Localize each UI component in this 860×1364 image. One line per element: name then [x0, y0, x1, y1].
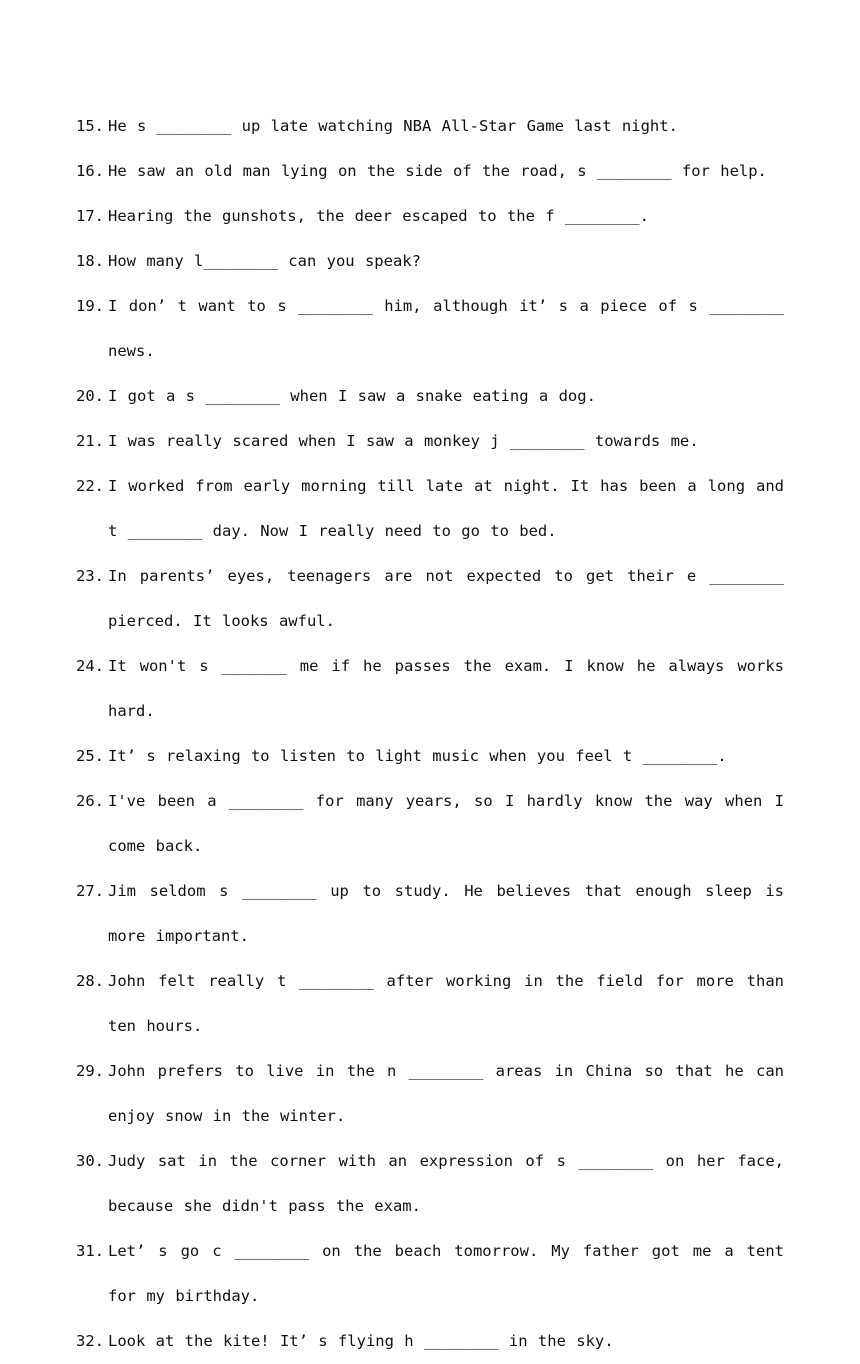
question-item-15: [76, 104, 784, 149]
question-item-31: [76, 1229, 784, 1319]
question-number: 15.: [76, 117, 104, 135]
question-number: 21.: [76, 432, 104, 450]
question-number: 30.: [76, 1152, 104, 1170]
question-item-26: [76, 779, 784, 869]
question-text: Judy sat in the corner with an expression of s ________ on her face, because she didn't pass the exam.: [108, 1152, 784, 1215]
question-text: Hearing the gunshots, the deer escaped to the f ________.: [108, 207, 649, 225]
question-list: [76, 104, 784, 1364]
question-item-23: [76, 554, 784, 644]
question-item-19: [76, 284, 784, 374]
question-item-25: [76, 734, 784, 779]
question-text: He s ________ up late watching NBA All-Star Game last night.: [108, 117, 678, 135]
question-number: 31.: [76, 1242, 104, 1260]
question-text: He saw an old man lying on the side of the road, s ________ for help.: [108, 162, 767, 180]
question-text: John felt really t ________ after working in the field for more than ten hours.: [108, 972, 784, 1035]
question-number: 23.: [76, 567, 104, 585]
question-text: I've been a ________ for many years, so I hardly know the way when I come back.: [108, 792, 784, 855]
question-text: It’ s relaxing to listen to light music when you feel t ________.: [108, 747, 727, 765]
question-number: 24.: [76, 657, 104, 675]
question-item-20: [76, 374, 784, 419]
question-item-17: [76, 194, 784, 239]
question-item-29: [76, 1049, 784, 1139]
question-number: 20.: [76, 387, 104, 405]
question-item-18: [76, 239, 784, 284]
question-text: It won't s _______ me if he passes the exam. I know he always works hard.: [108, 657, 784, 720]
question-text: Let’ s go c ________ on the beach tomorrow. My father got me a tent for my birthday.: [108, 1242, 784, 1305]
question-number: 25.: [76, 747, 104, 765]
question-text: I was really scared when I saw a monkey j ________ towards me.: [108, 432, 699, 450]
question-number: 18.: [76, 252, 104, 270]
question-text: Look at the kite! It’ s flying h ________ in the sky.: [108, 1332, 614, 1350]
question-item-22: [76, 464, 784, 554]
question-number: 19.: [76, 297, 104, 315]
question-text: John prefers to live in the n ________ areas in China so that he can enjoy snow in the winter.: [108, 1062, 784, 1125]
question-item-21: [76, 419, 784, 464]
question-item-27: [76, 869, 784, 959]
question-item-28: [76, 959, 784, 1049]
question-number: 28.: [76, 972, 104, 990]
question-number: 32.: [76, 1332, 104, 1350]
question-number: 17.: [76, 207, 104, 225]
question-number: 16.: [76, 162, 104, 180]
question-number: 27.: [76, 882, 104, 900]
question-text: Jim seldom s ________ up to study. He believes that enough sleep is more important.: [108, 882, 784, 945]
question-text: I don’ t want to s ________ him, although it’ s a piece of s ________ news.: [108, 297, 784, 360]
question-number: 26.: [76, 792, 104, 810]
question-text: I worked from early morning till late at night. It has been a long and t ________ day. Now I really need to go to bed.: [108, 477, 784, 540]
question-item-24: [76, 644, 784, 734]
question-number: 22.: [76, 477, 104, 495]
question-text: How many l________ can you speak?: [108, 252, 421, 270]
question-text: I got a s ________ when I saw a snake eating a dog.: [108, 387, 596, 405]
question-item-16: [76, 149, 784, 194]
question-item-32: [76, 1319, 784, 1364]
question-number: 29.: [76, 1062, 104, 1080]
question-text: In parents’ eyes, teenagers are not expected to get their e ________ pierced. It looks awful.: [108, 567, 784, 630]
